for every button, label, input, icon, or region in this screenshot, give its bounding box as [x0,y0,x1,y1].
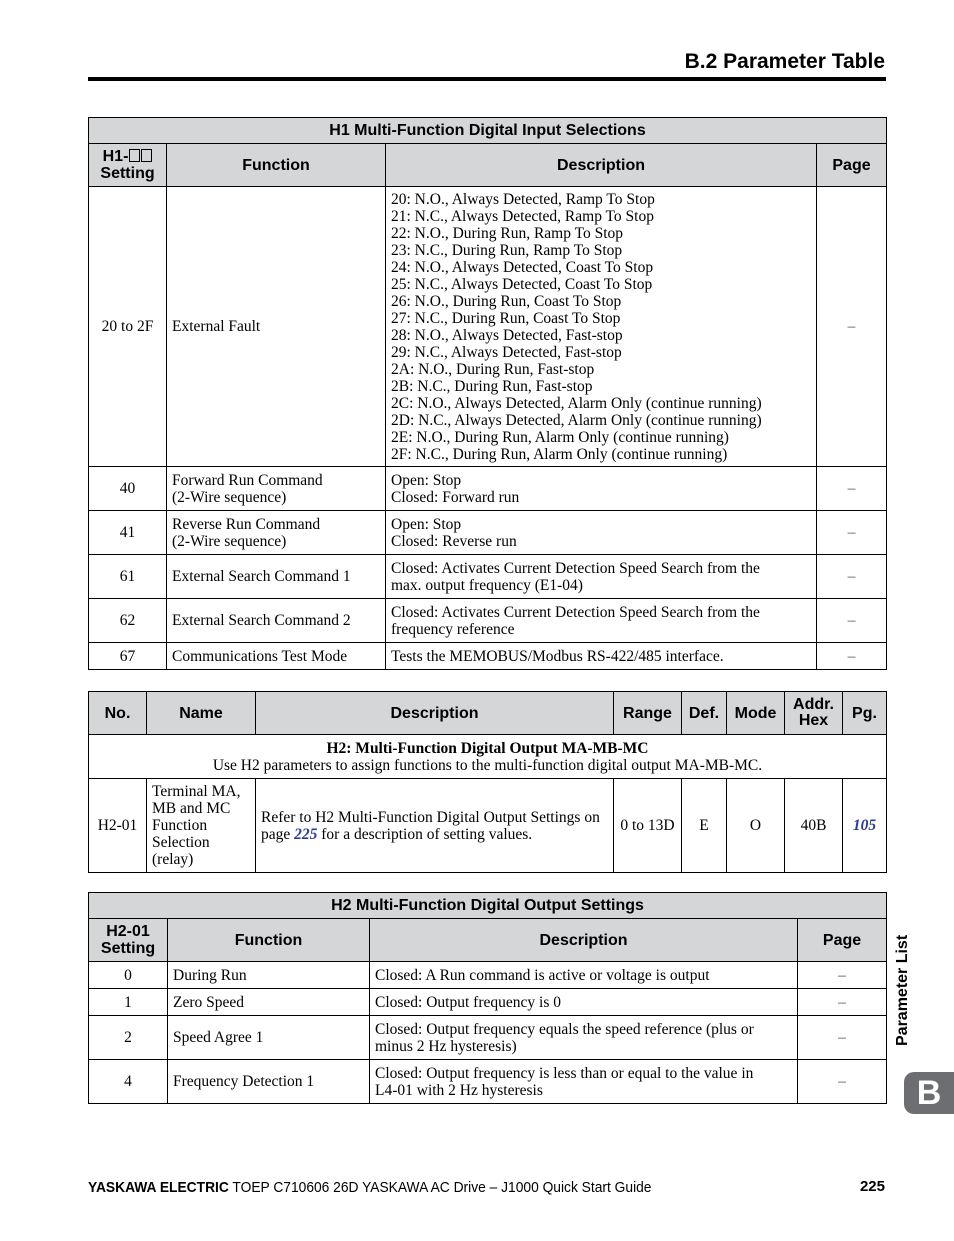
table-title: H1 Multi-Function Digital Input Selections [89,118,887,144]
setting-cell: 1 [89,989,168,1016]
setting-cell: 4 [89,1060,168,1104]
description-cell: Closed: A Run command is active or voltage is output [370,962,798,989]
col-header-setting-prefix: H1- [102,148,129,165]
table-row [89,779,887,873]
description-cell: Closed: Activates Current Detection Speed Search from the frequency reference [386,599,817,643]
col-header-description: Description [256,692,614,735]
setting-cell: 0 [89,962,168,989]
col-header-range: Range [614,692,682,735]
param-range-cell: 0 to 13D [614,779,682,873]
page-link[interactable]: 225 [294,825,318,843]
description-cell: Open: Stop Closed: Forward run [386,467,817,511]
side-section-label: Parameter List [894,934,911,1046]
page-cell: – [798,962,887,989]
col-header-no: No. [89,692,147,735]
col-header-page: Page [817,144,887,187]
page-cell: – [817,467,887,511]
description-cell: Closed: Activates Current Detection Speed Search from the max. output frequency (E1-04) [386,555,817,599]
page-cell: – [798,1016,887,1060]
col-header-function: Function [167,144,386,187]
page-cell: – [817,555,887,599]
description-cell: Closed: Output frequency equals the speed reference (plus or minus 2 Hz hysteresis) [370,1016,798,1060]
param-mode-cell: O [727,779,785,873]
table-row [89,962,887,989]
setting-cell: 62 [89,599,167,643]
param-addr-cell: 40B [785,779,843,873]
function-cell: External Search Command 2 [167,599,386,643]
param-page-link[interactable]: 105 [843,779,887,873]
placeholder-box-icon [141,149,152,162]
function-cell: Zero Speed [168,989,370,1016]
table-title: H2 Multi-Function Digital Output Settings [89,893,887,919]
h1-input-selections-table [88,117,887,670]
function-cell: External Search Command 1 [167,555,386,599]
function-cell: Reverse Run Command (2-Wire sequence) [167,511,386,555]
footer-doc-info [88,1179,651,1196]
function-cell: Speed Agree 1 [168,1016,370,1060]
param-description-text-end: for a description of setting values. [317,825,533,843]
table-row [89,599,887,643]
param-default-cell: E [682,779,727,873]
table-row [89,187,887,467]
description-cell: Closed: Output frequency is 0 [370,989,798,1016]
col-header-pg: Pg. [843,692,887,735]
col-header-def: Def. [682,692,727,735]
section-header-cell [89,735,887,779]
page-cell: – [798,989,887,1016]
function-cell: Communications Test Mode [167,643,386,670]
setting-cell: 67 [89,643,167,670]
setting-cell: 20 to 2F [89,187,167,467]
table-row [89,643,887,670]
col-header-setting [89,144,167,187]
page-cell: – [817,511,887,555]
col-header-page: Page [798,919,887,962]
function-cell: Frequency Detection 1 [168,1060,370,1104]
page-cell: – [817,187,887,467]
description-cell: Open: Stop Closed: Reverse run [386,511,817,555]
param-description-text: Refer to H2 Multi-Function Digital Output Settings on page [261,808,600,843]
setting-cell: 61 [89,555,167,599]
col-header-setting: H2-01 Setting [89,919,168,962]
function-cell: During Run [168,962,370,989]
table-row [89,467,887,511]
param-no-cell: H2-01 [89,779,147,873]
h2-output-settings-table [88,892,887,1104]
table-row [89,511,887,555]
appendix-tab[interactable]: B [904,1072,954,1114]
table-row [89,989,887,1016]
page-cell: – [817,599,887,643]
function-cell: External Fault [167,187,386,467]
header-rule [88,77,886,81]
footer-doc-title: TOEP C710606 26D YASKAWA AC Drive – J1000 Quick Start Guide [228,1179,652,1196]
description-cell: Closed: Output frequency is less than or equal to the value in L4-01 with 2 Hz hysteresis [370,1060,798,1104]
page-cell: – [817,643,887,670]
param-description-cell [256,779,614,873]
col-header-addr-hex: Addr. Hex [785,692,843,735]
function-cell: Forward Run Command (2-Wire sequence) [167,467,386,511]
setting-cell: 41 [89,511,167,555]
h2-parameter-table [88,691,887,873]
setting-cell: 40 [89,467,167,511]
section-header-note: Use H2 parameters to assign functions to the multi-function digital output MA-MB-MC. [212,756,763,774]
footer-brand: YASKAWA ELECTRIC [88,1179,229,1196]
col-header-description: Description [386,144,817,187]
col-header-name: Name [147,692,256,735]
placeholder-box-icon [129,149,140,162]
col-header-function: Function [168,919,370,962]
section-header-row [89,735,887,779]
table-row [89,1060,887,1104]
section-header-title: H2: Multi-Function Digital Output MA-MB-MC [326,739,649,757]
description-cell: Tests the MEMOBUS/Modbus RS-422/485 interface. [386,643,817,670]
param-name-cell: Terminal MA, MB and MC Function Selection (relay) [147,779,256,873]
col-header-mode: Mode [727,692,785,735]
page-cell: – [798,1060,887,1104]
table-row [89,1016,887,1060]
page-number: 225 [859,1178,885,1195]
col-header-description: Description [370,919,798,962]
col-header-setting-label: Setting [100,165,155,182]
setting-cell: 2 [89,1016,168,1060]
section-title: B.2 Parameter Table [684,50,885,73]
table-row [89,555,887,599]
description-cell: 20: N.O., Always Detected, Ramp To Stop 21: N.C., Always Detected, Ramp To Stop 22: N.O., During Run, Ramp To Stop 23: N.C., During Run, Ramp To Stop 24: N.O., Always Detected, Coast To Stop 25: N.C., Always Detected, Coast To Stop 26: N.O., During Run, Coast To Stop 27: N.C., During Run, Coast To Stop 28: N.O., Always Detected, Fast-stop 29: N.C., Always Detected, Fast-stop 2A: N.O., During Run, Fast-stop 2B: N.C., During Run, Fast-stop 2C: N.O., Always Detected, Alarm Only (continue running) 2D: N.C., Always Detected, Alarm Only (continue running) 2E: N.O., During Run, Alarm Only (continue running) 2F: N.C., During Run, Alarm Only (continue running) [386,187,817,467]
